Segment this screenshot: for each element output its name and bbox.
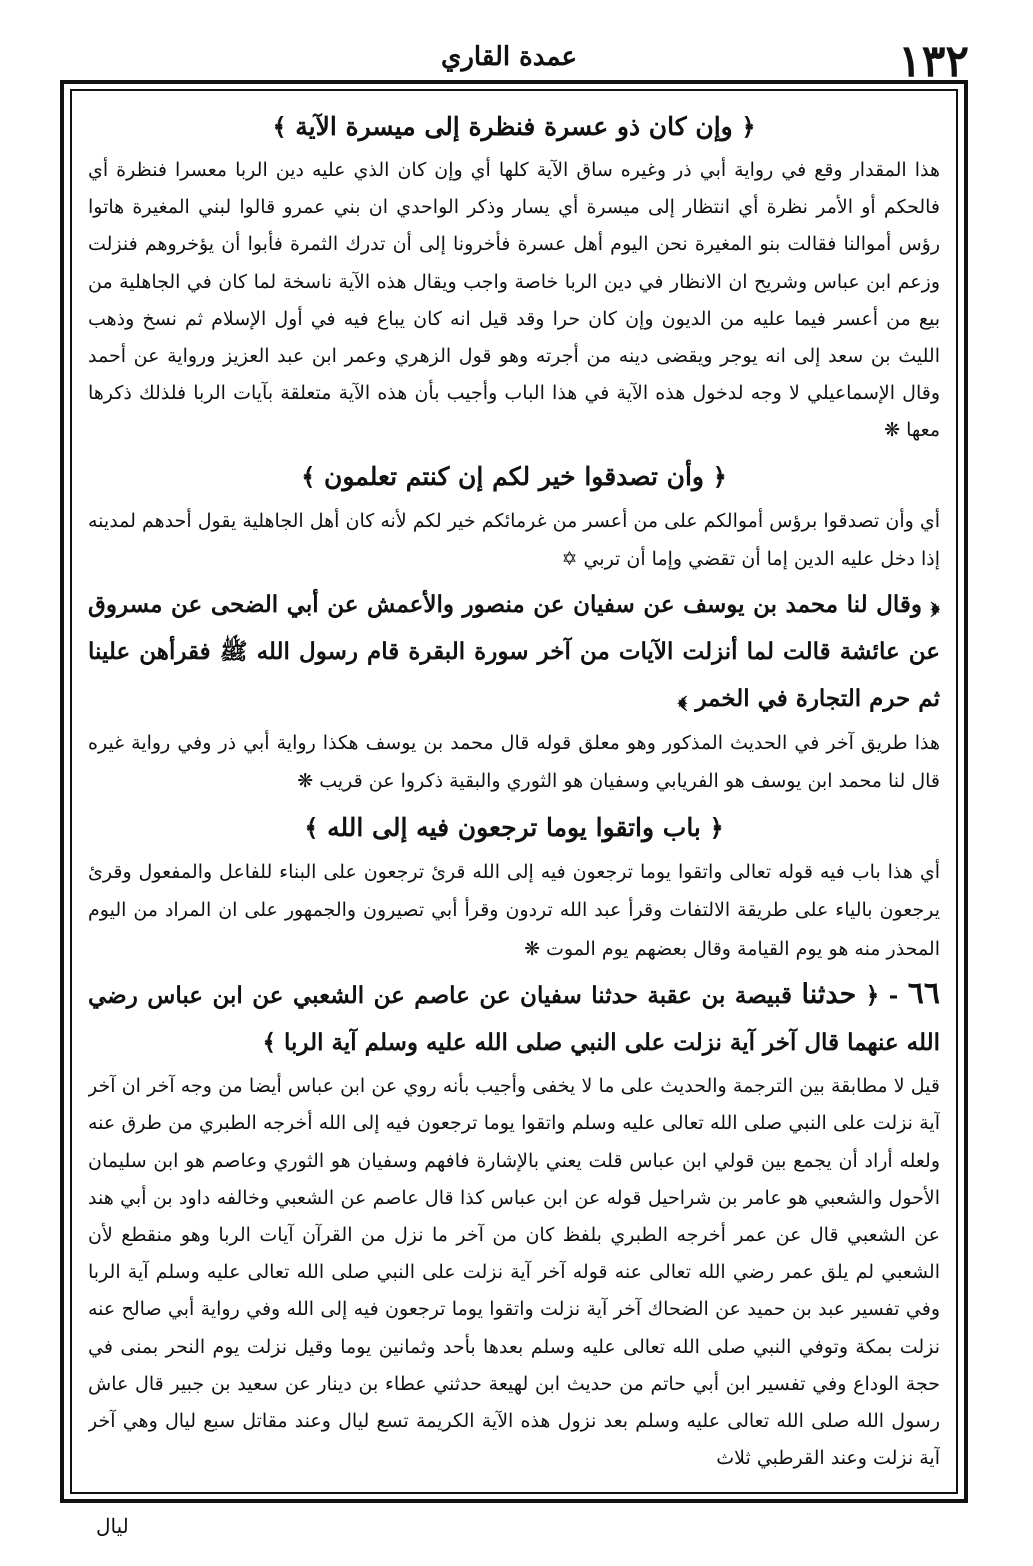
ornate-bracket-close: ﴾ bbox=[304, 812, 319, 842]
catchword: ليال bbox=[96, 1514, 129, 1538]
ornate-bracket-open: ﴿ bbox=[930, 590, 940, 618]
hadith-block: ٦٦ - ﴿ حدثنا قبيصة بن عقبة حدثنا سفيان عن عاصم عن الشعبي عن ابن عباس رضي الله عنهما قال آخر آية نزلت على النبي صلى الله عليه وسلم آية الربا ﴾ bbox=[88, 976, 940, 1057]
chapter-heading bbox=[88, 805, 940, 851]
page-number: ١٣٢ bbox=[898, 36, 969, 87]
verse-text: وإن كان ذو عسرة فنظرة إلى ميسرة الآية bbox=[295, 112, 733, 141]
commentary-paragraph-4: أي هذا باب فيه قوله تعالى واتقوا يوما ترجعون فيه إلى الله قرئ ترجعون على البناء للفاعل والمفعول وقرئ يرجعون بالياء على طريقة الالتفات وقرأ عبد الله تردون وقرأ أبي تصيرون والجمهور على ان المراد من اليوم المحذر منه هو يوم القيامة وقال بعضهم يوم الموت ❋ bbox=[88, 860, 940, 960]
narration-block bbox=[88, 581, 940, 722]
chapter-title: باب واتقوا يوما ترجعون فيه إلى الله bbox=[327, 812, 701, 842]
haddathana-label: حدثنا bbox=[801, 979, 857, 1011]
ornate-bracket-open: ﴿ bbox=[712, 461, 727, 491]
book-title: عمدة القاري bbox=[441, 42, 577, 72]
ornate-bracket-open: ﴿ bbox=[865, 982, 880, 1010]
commentary-paragraph-5: قيل لا مطابقة بين الترجمة والحديث على ما لا يخفى وأجيب بأنه روي عن ابن عباس أيضا من وجه آخر ان آخر آية نزلت على النبي صلى الله تعالى عليه وسلم واتقوا يوما ترجعون فيه إلى الله أخرجه الطبري من طرق عنه ولعله أراد أن يجمع بين قولي ابن عباس قلت يعني بالإشارة فافهم وسفيان هو الثوري وعاصم هو ابن سليمان الأحول والشعبي هو عامر بن شراحيل قوله عن ابن عباس كذا قال عاصم عن الشعبي وخالفه داود بن أبي هند عن الشعبي قال عن عمر أخرجه الطبري بلفظ كان من آخر ما نزل من القرآن آيات الربا وهو منقطع لأن الشعبي لم يلق عمر رضي الله تعالى عنه قوله آخر آية نزلت على النبي صلى الله تعالى عليه وسلم آية الربا وفي تفسير عبد بن حميد عن الضحاك آخر آية نزلت واتقوا يوما ترجعون فيه إلى الله وفي رواية أبي صالح عنه نزلت بمكة وتوفي النبي صلى الله تعالى عليه وسلم بعدها بأحد وثمانين يوما وقيل نزلت يوم النحر بمنى في حجة الوداع وفي تفسير ابن أبي حاتم من حديث ابن لهيعة حدثني عطاء بن دينار عن سعيد بن جبير قال عاش رسول الله صلى الله تعالى عليه وسلم بعد نزول هذه الآية الكريمة تسع ليال وعند مقاتل سبع ليال وهي آخر آية نزلت وعند القرطبي ثلاث bbox=[88, 1075, 940, 1470]
verse-heading-1 bbox=[88, 104, 940, 150]
ornate-bracket-close: ﴾ bbox=[677, 684, 688, 712]
verse-heading-2 bbox=[88, 454, 940, 500]
commentary-paragraph-3: هذا طريق آخر في الحديث المذكور وهو معلق قوله قال محمد بن يوسف هكذا رواية أبي ذر وفي رواية غيره قال لنا محمد ابن يوسف هو الفريابي وسفيان هو الثوري والبقية ذكروا عن قريب ❋ bbox=[88, 731, 940, 793]
page-header bbox=[64, 32, 969, 87]
hadith-text: قبيصة بن عقبة حدثنا سفيان عن عاصم عن الشعبي عن ابن عباس رضي الله عنهما قال آخر آية نزلت على النبي صلى الله عليه وسلم آية الربا bbox=[88, 982, 940, 1057]
ornate-bracket-close: ﴾ bbox=[262, 1029, 276, 1057]
verse-text: وأن تصدقوا خير لكم إن كنتم تعلمون bbox=[324, 461, 704, 491]
ornate-bracket-open: ﴿ bbox=[741, 112, 756, 141]
commentary-paragraph-1: هذا المقدار وقع في رواية أبي ذر وغيره ساق الآية كلها أي وإن كان الذي عليه دين الربا معسرا فنظرة أي فالحكم أو الأمر نظرة أي انتظار إلى ميسرة أي يسار وذكر الواحدي ان بني عمرو قالوا لبني المغيرة هاتوا رؤس أموالنا فقالت بنو المغيرة نحن اليوم أهل عسرة فأخرونا إلى أن تدرك الثمرة فأبوا أن يؤخروهم فنزلت وزعم ابن عباس وشريح ان الانظار في دين الربا خاصة واجب ويقال هذه الآية ناسخة لما كان في الجاهلية من بيع من أعسر فيما عليه من الديون وإن كان حرا وقد قيل انه كان يباع فيه في أول الإسلام ثم نسخ وذهب الليث بن سعد إلى انه يوجر ويقضى دينه من أجرته وهو قول الزهري وعمر ابن عبد العزيز ورواية عن أحمد وقال الإسماعيلي لا وجه لدخول هذه الآية في هذا الباب وأجيب بأن هذه الآية متعلقة بآيات الربا فلذلك ذكرها معها ❋ bbox=[88, 159, 940, 442]
ornate-bracket-open: ﴿ bbox=[709, 812, 724, 842]
ornate-bracket-close: ﴾ bbox=[301, 461, 316, 491]
ornate-bracket-close: ﴾ bbox=[272, 112, 287, 141]
commentary-paragraph-2: أي وأن تصدقوا برؤس أموالكم على من أعسر من غرمائكم خير لكم لأنه كان أهل الجاهلية يقول أحدهم لمدينه إذا دخل عليه الدين إما أن تقضي وإما أن تربي ✡ bbox=[88, 509, 940, 571]
narration-text: وقال لنا محمد بن يوسف عن سفيان عن منصور والأعمش عن أبي الضحى عن مسروق عن عائشة قالت لما أنزلت الآيات من آخر سورة البقرة قام رسول الله ﷺ فقرأهن علينا ثم حرم التجارة في الخمر bbox=[88, 590, 940, 712]
hadith-number: ٦٦ bbox=[907, 976, 940, 1012]
page-body bbox=[88, 100, 940, 1485]
